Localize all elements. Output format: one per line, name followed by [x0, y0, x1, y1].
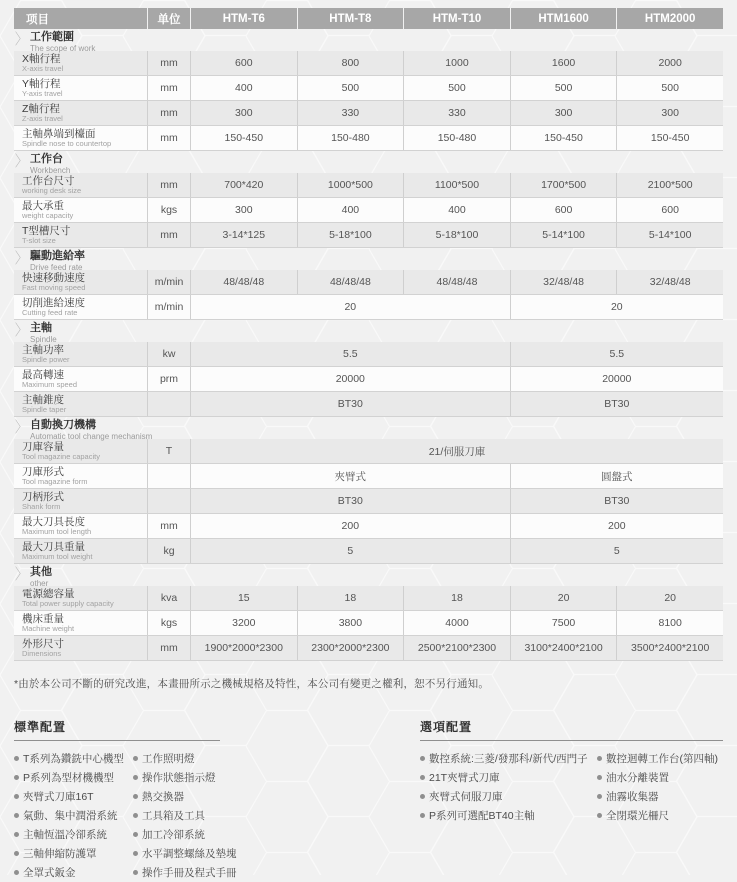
config-item-label: 工作照明燈	[142, 753, 195, 765]
section-title	[30, 154, 70, 175]
row-label	[14, 514, 147, 538]
config-item	[420, 749, 597, 768]
optional-config-title: 選項配置	[420, 720, 473, 734]
disclaimer-note: *由於本公司不斷的研究改進，本畫冊所示之機械規格及特性，本公司有變更之權利，恕不另行通知。	[14, 678, 490, 690]
table-row	[14, 489, 723, 514]
value-cell: 330	[403, 101, 510, 125]
value-cell: 200	[190, 514, 510, 538]
section-header	[14, 564, 723, 586]
header-cell-item: 项目	[14, 8, 147, 29]
value-cell: 300	[510, 101, 617, 125]
value-cell: 48/48/48	[190, 270, 297, 294]
config-item-label: 加工冷卻系統	[142, 829, 205, 841]
value-cell: 150-450	[510, 126, 617, 150]
row-label	[14, 636, 147, 660]
unit-cell	[147, 392, 190, 416]
row-label-en: Maximum tool length	[22, 526, 92, 536]
header-cell-model: HTM-T6	[190, 8, 297, 29]
config-item-label: 操作狀態指示燈	[142, 772, 216, 784]
config-item-label: 數控系統:三菱/發那科/新代/西門子	[429, 753, 588, 765]
section-title-en: Automatic tool change mechanism	[30, 432, 153, 441]
value-cell: 150-480	[297, 126, 404, 150]
value-cell: 5-18*100	[403, 223, 510, 247]
unit-cell: prm	[147, 367, 190, 391]
row-label-zh: Z軸行程	[22, 102, 60, 115]
value-cell: 1000	[403, 51, 510, 75]
row-label	[14, 342, 147, 366]
value-cell: BT30	[510, 392, 723, 416]
config-item-label: 工具箱及工具	[142, 810, 205, 822]
section-title-zh: 自動換刀機構	[30, 419, 97, 431]
config-item-label: 全閉環光柵尺	[606, 810, 669, 822]
value-cell: 圓盤式	[510, 464, 723, 488]
row-label-zh: X軸行程	[22, 52, 61, 65]
row-label-en: Maximum tool weight	[22, 551, 93, 561]
config-column	[420, 749, 597, 825]
section-title	[30, 567, 52, 588]
row-label-en: Spindle taper	[22, 404, 67, 414]
section-title-en: Workbench	[30, 166, 71, 175]
row-label-zh: 快速移動速度	[22, 271, 85, 284]
unit-cell: m/min	[147, 270, 190, 294]
config-item-label: 21T夾臂式刀庫	[429, 772, 500, 784]
optional-config-rule	[420, 740, 723, 741]
value-cell: 1100*500	[403, 173, 510, 197]
unit-cell: m/min	[147, 295, 190, 319]
bullet-icon	[597, 775, 602, 780]
row-label-en: Dimensions	[22, 648, 62, 658]
value-cell: 500	[403, 76, 510, 100]
table-body	[14, 29, 723, 661]
config-item-label: 油水分離裝置	[606, 772, 669, 784]
value-cell: 500	[510, 76, 617, 100]
bullet-icon	[133, 870, 138, 875]
bullet-icon	[420, 813, 425, 818]
config-item-label: 水平調整螺絲及墊塊	[142, 848, 237, 860]
row-label-zh: 刀庫容量	[22, 440, 64, 453]
row-label-zh: T型槽尺寸	[22, 224, 71, 237]
config-item	[133, 806, 420, 825]
value-cell: 2000	[616, 51, 723, 75]
config-lists	[14, 718, 723, 882]
value-cell: 400	[403, 198, 510, 222]
config-item-label: 熱交換器	[142, 791, 184, 803]
value-cell: 21/伺服刀庫	[190, 439, 723, 463]
value-cell: 7500	[510, 611, 617, 635]
bullet-icon	[14, 870, 19, 875]
value-cell: 700*420	[190, 173, 297, 197]
config-item	[14, 787, 133, 806]
bullet-icon	[420, 756, 425, 761]
unit-cell: kgs	[147, 611, 190, 635]
unit-cell: mm	[147, 636, 190, 660]
value-cell: 2500*2100*2300	[403, 636, 510, 660]
value-cell: 3100*2400*2100	[510, 636, 617, 660]
section-title-en: other	[30, 579, 49, 588]
unit-cell: mm	[147, 126, 190, 150]
config-item	[133, 825, 420, 844]
value-cell: 20	[190, 295, 510, 319]
row-label	[14, 223, 147, 247]
row-label-zh: 刀庫形式	[22, 465, 64, 478]
header-cell-model: HTM-T8	[297, 8, 404, 29]
value-cell: 500	[616, 76, 723, 100]
config-item-label: P系列可選配BT40主軸	[429, 810, 535, 822]
section-header	[14, 151, 723, 173]
optional-config-columns	[420, 749, 723, 825]
bullet-icon	[14, 775, 19, 780]
unit-cell: mm	[147, 223, 190, 247]
table-header-row	[14, 8, 723, 29]
config-item	[14, 863, 133, 882]
value-cell: 32/48/48	[510, 270, 617, 294]
value-cell: 300	[616, 101, 723, 125]
config-item	[597, 787, 723, 806]
config-item	[14, 844, 133, 863]
table-row	[14, 514, 723, 539]
section-title-zh: 工作台	[30, 153, 64, 165]
value-cell: 800	[297, 51, 404, 75]
value-cell: BT30	[190, 392, 510, 416]
value-cell: 20	[616, 586, 723, 610]
value-cell: 150-450	[616, 126, 723, 150]
row-label	[14, 198, 147, 222]
value-cell: 600	[510, 198, 617, 222]
value-cell: 夾臂式	[190, 464, 510, 488]
value-cell: 8100	[616, 611, 723, 635]
value-cell: 3500*2400*2100	[616, 636, 723, 660]
row-label	[14, 392, 147, 416]
section-title	[30, 323, 57, 344]
table-row	[14, 76, 723, 101]
table-row	[14, 101, 723, 126]
row-label-zh: 主軸鼻端到檯面	[22, 127, 96, 140]
row-label-en: Tool magazine form	[22, 476, 88, 486]
config-item	[597, 749, 723, 768]
unit-cell: kg	[147, 539, 190, 563]
config-item	[14, 825, 133, 844]
value-cell: 5	[190, 539, 510, 563]
value-cell: 1600	[510, 51, 617, 75]
row-label-zh: 主軸功率	[22, 343, 64, 356]
row-label	[14, 439, 147, 463]
table-row	[14, 539, 723, 564]
bullet-icon	[133, 813, 138, 818]
unit-cell	[147, 489, 190, 513]
standard-config-columns	[14, 749, 420, 882]
row-label-zh: 刀柄形式	[22, 490, 64, 503]
value-cell: BT30	[510, 489, 723, 513]
value-cell: BT30	[190, 489, 510, 513]
row-label-zh: 工作台尺寸	[22, 174, 75, 187]
bullet-icon	[14, 813, 19, 818]
row-label-zh: 切削進給速度	[22, 296, 85, 309]
unit-cell: kgs	[147, 198, 190, 222]
row-label	[14, 464, 147, 488]
bullet-icon	[14, 832, 19, 837]
table-row	[14, 586, 723, 611]
row-label	[14, 76, 147, 100]
row-label-en: Maximum speed	[22, 379, 78, 389]
value-cell: 1700*500	[510, 173, 617, 197]
value-cell: 5-14*100	[510, 223, 617, 247]
section-header	[14, 248, 723, 270]
value-cell: 48/48/48	[403, 270, 510, 294]
config-item-label: T系列為鑽銑中心機型	[23, 753, 124, 765]
bullet-icon	[420, 775, 425, 780]
bullet-icon	[133, 794, 138, 799]
row-label-en: Tool magazine capacity	[22, 451, 100, 461]
row-label	[14, 539, 147, 563]
bullet-icon	[14, 756, 19, 761]
row-label-en: Y-axis travel	[22, 88, 63, 98]
value-cell: 5.5	[510, 342, 723, 366]
row-label-en: Z-axis travel	[22, 113, 63, 123]
value-cell: 1000*500	[297, 173, 404, 197]
bullet-icon	[133, 756, 138, 761]
section-title	[30, 420, 152, 441]
config-item-label: P系列為型材機機型	[23, 772, 115, 784]
value-cell: 1900*2000*2300	[190, 636, 297, 660]
bullet-icon	[597, 813, 602, 818]
value-cell: 5.5	[190, 342, 510, 366]
row-label	[14, 173, 147, 197]
table-row	[14, 464, 723, 489]
value-cell: 3-14*125	[190, 223, 297, 247]
unit-cell: kw	[147, 342, 190, 366]
section-title-en: The scope of work	[30, 44, 96, 53]
config-item	[133, 768, 420, 787]
config-item-label: 數控迴轉工作台(第四軸)	[606, 753, 718, 765]
table-row	[14, 392, 723, 417]
unit-cell: mm	[147, 51, 190, 75]
section-title	[30, 32, 95, 53]
bullet-icon	[133, 851, 138, 856]
config-item	[133, 844, 420, 863]
bullet-icon	[597, 756, 602, 761]
table-row	[14, 270, 723, 295]
row-label	[14, 101, 147, 125]
unit-cell	[147, 464, 190, 488]
config-item	[420, 787, 597, 806]
value-cell: 3800	[297, 611, 404, 635]
value-cell: 2300*2000*2300	[297, 636, 404, 660]
section-title-en: Spindle	[30, 335, 57, 344]
value-cell: 20000	[510, 367, 723, 391]
row-label-zh: 外形尺寸	[22, 637, 64, 650]
value-cell: 5	[510, 539, 723, 563]
chevron-icon: 〉	[15, 321, 28, 339]
row-label-zh: 機床重量	[22, 612, 64, 625]
value-cell: 300	[190, 198, 297, 222]
config-item	[133, 787, 420, 806]
row-label	[14, 367, 147, 391]
unit-cell: kva	[147, 586, 190, 610]
config-item-label: 全罩式鈑金	[23, 867, 76, 879]
optional-config-section	[420, 718, 723, 882]
config-item-label: 氣動、集中潤滑系統	[23, 810, 118, 822]
chevron-icon: 〉	[15, 30, 28, 48]
row-label-zh: 電源總容量	[22, 587, 75, 600]
row-label-en: weight capacity	[22, 210, 74, 220]
row-label-zh: 主軸錐度	[22, 393, 64, 406]
value-cell: 20	[510, 586, 617, 610]
config-column	[133, 749, 420, 882]
row-label-en: T-slot size	[22, 235, 56, 245]
value-cell: 500	[297, 76, 404, 100]
config-item	[597, 806, 723, 825]
row-label	[14, 51, 147, 75]
section-header	[14, 320, 723, 342]
value-cell: 4000	[403, 611, 510, 635]
row-label-en: Cutting feed rate	[22, 307, 78, 317]
config-item	[133, 863, 420, 882]
row-label	[14, 126, 147, 150]
row-label	[14, 295, 147, 319]
unit-cell: mm	[147, 173, 190, 197]
value-cell: 2100*500	[616, 173, 723, 197]
table-row	[14, 223, 723, 248]
section-title-en: Drive feed rate	[30, 263, 83, 272]
unit-cell: mm	[147, 514, 190, 538]
row-label-zh: 最高轉速	[22, 368, 64, 381]
section-header	[14, 29, 723, 51]
table-row	[14, 636, 723, 661]
value-cell: 20000	[190, 367, 510, 391]
value-cell: 18	[403, 586, 510, 610]
value-cell: 400	[297, 198, 404, 222]
row-label	[14, 270, 147, 294]
config-item-label: 油霧收集器	[606, 791, 659, 803]
row-label-en: Total power supply capacity	[22, 598, 114, 608]
value-cell: 18	[297, 586, 404, 610]
section-header	[14, 417, 723, 439]
config-item-label: 主軸恆溫冷卻系統	[23, 829, 107, 841]
value-cell: 20	[510, 295, 723, 319]
bullet-icon	[14, 794, 19, 799]
config-item	[14, 749, 133, 768]
chevron-icon: 〉	[15, 152, 28, 170]
row-label-en: Spindle nose to countertop	[22, 138, 112, 148]
table-row	[14, 51, 723, 76]
bullet-icon	[14, 851, 19, 856]
value-cell: 200	[510, 514, 723, 538]
unit-cell: mm	[147, 101, 190, 125]
standard-config-title: 標準配置	[14, 720, 67, 734]
section-title-zh: 工作範圍	[30, 31, 75, 43]
row-label-en: Fast moving speed	[22, 282, 86, 292]
header-cell-model: HTM2000	[616, 8, 723, 29]
config-item	[420, 768, 597, 787]
table-row	[14, 611, 723, 636]
row-label-en: Shank form	[22, 501, 61, 511]
table-row	[14, 439, 723, 464]
standard-config-rule	[14, 740, 220, 741]
config-item	[420, 806, 597, 825]
section-title	[30, 251, 85, 272]
value-cell: 600	[190, 51, 297, 75]
row-label-zh: Y軸行程	[22, 77, 61, 90]
row-label-en: working desk size	[22, 185, 82, 195]
table-row	[14, 126, 723, 151]
row-label	[14, 586, 147, 610]
row-label-zh: 最大刀具重量	[22, 540, 85, 553]
row-label-en: X-axis travel	[22, 63, 64, 73]
value-cell: 5-14*100	[616, 223, 723, 247]
value-cell: 32/48/48	[616, 270, 723, 294]
config-item-label: 三軸伸縮防護罩	[23, 848, 97, 860]
value-cell: 330	[297, 101, 404, 125]
value-cell: 400	[190, 76, 297, 100]
value-cell: 15	[190, 586, 297, 610]
standard-config-section	[14, 718, 420, 882]
spec-table	[14, 8, 723, 661]
value-cell: 5-18*100	[297, 223, 404, 247]
unit-cell: T	[147, 439, 190, 463]
section-title-zh: 驅動進給率	[30, 250, 86, 262]
config-item-label: 操作手冊及程式手冊	[142, 867, 237, 879]
header-cell-unit: 单位	[147, 8, 190, 29]
bullet-icon	[420, 794, 425, 799]
row-label-en: Spindle power	[22, 354, 70, 364]
unit-cell: mm	[147, 76, 190, 100]
config-item-label: 夾臂式伺服刀庫	[429, 791, 503, 803]
value-cell: 300	[190, 101, 297, 125]
header-cell-model: HTM-T10	[403, 8, 510, 29]
value-cell: 150-480	[403, 126, 510, 150]
config-item	[133, 749, 420, 768]
row-label-en: Machine weight	[22, 623, 75, 633]
chevron-icon: 〉	[15, 418, 28, 436]
config-item	[597, 768, 723, 787]
config-column	[14, 749, 133, 882]
config-column	[597, 749, 723, 825]
table-row	[14, 367, 723, 392]
bullet-icon	[133, 832, 138, 837]
chevron-icon: 〉	[15, 565, 28, 583]
section-title-zh: 主軸	[30, 322, 53, 334]
config-item	[14, 806, 133, 825]
value-cell: 600	[616, 198, 723, 222]
config-item	[14, 768, 133, 787]
row-label-zh: 最大承重	[22, 199, 64, 212]
table-row	[14, 295, 723, 320]
value-cell: 150-450	[190, 126, 297, 150]
value-cell: 3200	[190, 611, 297, 635]
table-row	[14, 342, 723, 367]
table-row	[14, 198, 723, 223]
row-label	[14, 489, 147, 513]
bullet-icon	[597, 794, 602, 799]
config-item-label: 夾臂式刀庫16T	[23, 791, 94, 803]
bullet-icon	[133, 775, 138, 780]
value-cell: 48/48/48	[297, 270, 404, 294]
chevron-icon: 〉	[15, 249, 28, 267]
header-cell-model: HTM1600	[510, 8, 617, 29]
section-title-zh: 其他	[30, 566, 53, 578]
row-label-zh: 最大刀具長度	[22, 515, 85, 528]
row-label	[14, 611, 147, 635]
table-row	[14, 173, 723, 198]
